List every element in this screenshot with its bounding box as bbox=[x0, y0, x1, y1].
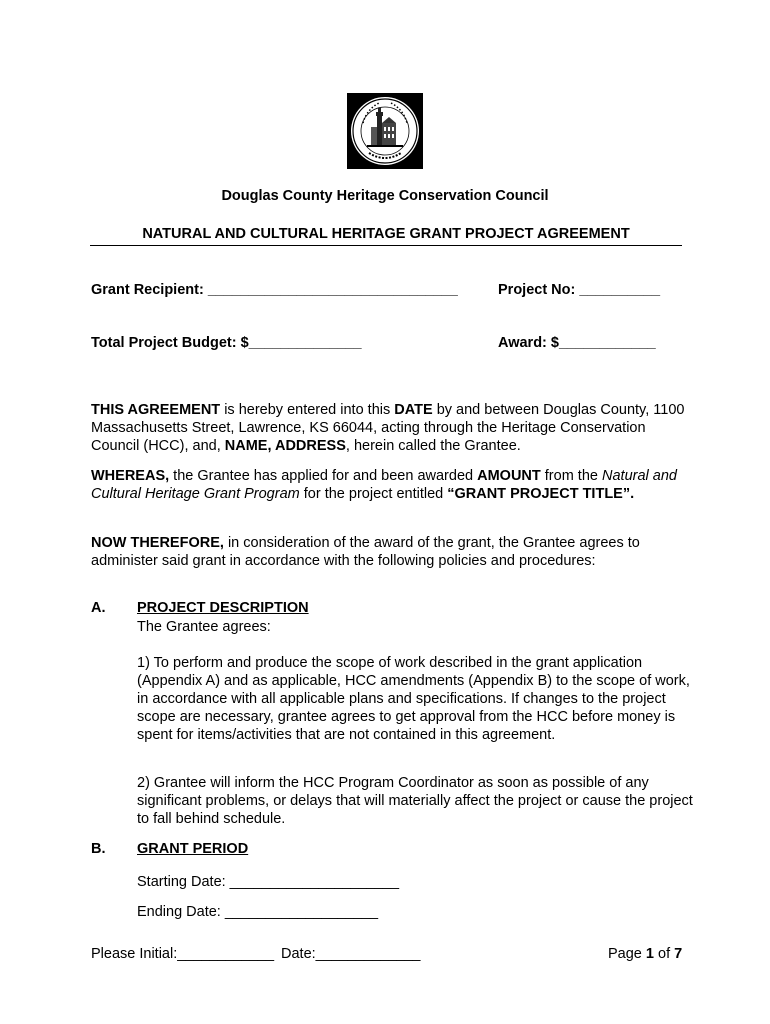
total-budget-field[interactable]: Total Project Budget: $______________ bbox=[91, 335, 362, 351]
project-no-field[interactable]: Project No: __________ bbox=[498, 282, 661, 298]
page-number: Page 1 of 7 bbox=[608, 946, 683, 962]
whereas-paragraph: WHEREAS, the Grantee has applied for and been awarded AMOUNT from the Natural and Cultural Heritage Grant Program for the project entitled “GRANT PROJECT TITLE”. bbox=[91, 468, 677, 502]
section-a-heading: PROJECT DESCRIPTION bbox=[137, 600, 309, 616]
now-therefore-paragraph: NOW THEREFORE, in consideration of the award of the grant, the Grantee agrees to administer said grant in accordance with the following policies and procedures: bbox=[91, 535, 640, 569]
award-field[interactable]: Award: $____________ bbox=[498, 335, 656, 351]
county-seal-logo bbox=[347, 93, 423, 169]
section-a-letter: A. bbox=[91, 600, 106, 616]
ending-date-field[interactable]: Ending Date: ___________________ bbox=[137, 904, 379, 920]
initial-field[interactable]: Please Initial:____________ bbox=[91, 946, 275, 962]
grant-recipient-field[interactable]: Grant Recipient: _______________________________ bbox=[91, 282, 458, 298]
section-b-heading: GRANT PERIOD bbox=[137, 841, 249, 857]
section-a-lead: The Grantee agrees: bbox=[137, 619, 271, 635]
document-title: NATURAL AND CULTURAL HERITAGE GRANT PROJECT AGREEMENT bbox=[90, 226, 682, 246]
section-a-item-2: 2) Grantee will inform the HCC Program Coordinator as soon as possible of any significant problems, or delays that will materially affect the project or cause the project to fall behind schedule. bbox=[137, 775, 693, 827]
section-b-letter: B. bbox=[91, 841, 106, 857]
agreement-paragraph: THIS AGREEMENT is hereby entered into this DATE by and between Douglas County, 1100 Massachusetts Street, Lawrence, KS 66044, acting through the Heritage Conservation Council (HCC), and, NAME, ADDRESS, herein called the Grantee. bbox=[91, 402, 685, 454]
starting-date-field[interactable]: Starting Date: _____________________ bbox=[137, 874, 400, 890]
section-a-item-1: 1) To perform and produce the scope of work described in the grant application (Appendix A) and as applicable, HCC amendments (Appendix B) to the scope of work, in accordance with all applicable plans and specifications. If changes to the project scope are necessary, grantee agrees to get approval from the HCC before money is spent for items/activities that are not contained in this agreement. bbox=[137, 655, 690, 743]
footer-date-field[interactable]: Date:_____________ bbox=[281, 946, 421, 962]
organization-name: Douglas County Heritage Conservation Council bbox=[221, 188, 549, 204]
